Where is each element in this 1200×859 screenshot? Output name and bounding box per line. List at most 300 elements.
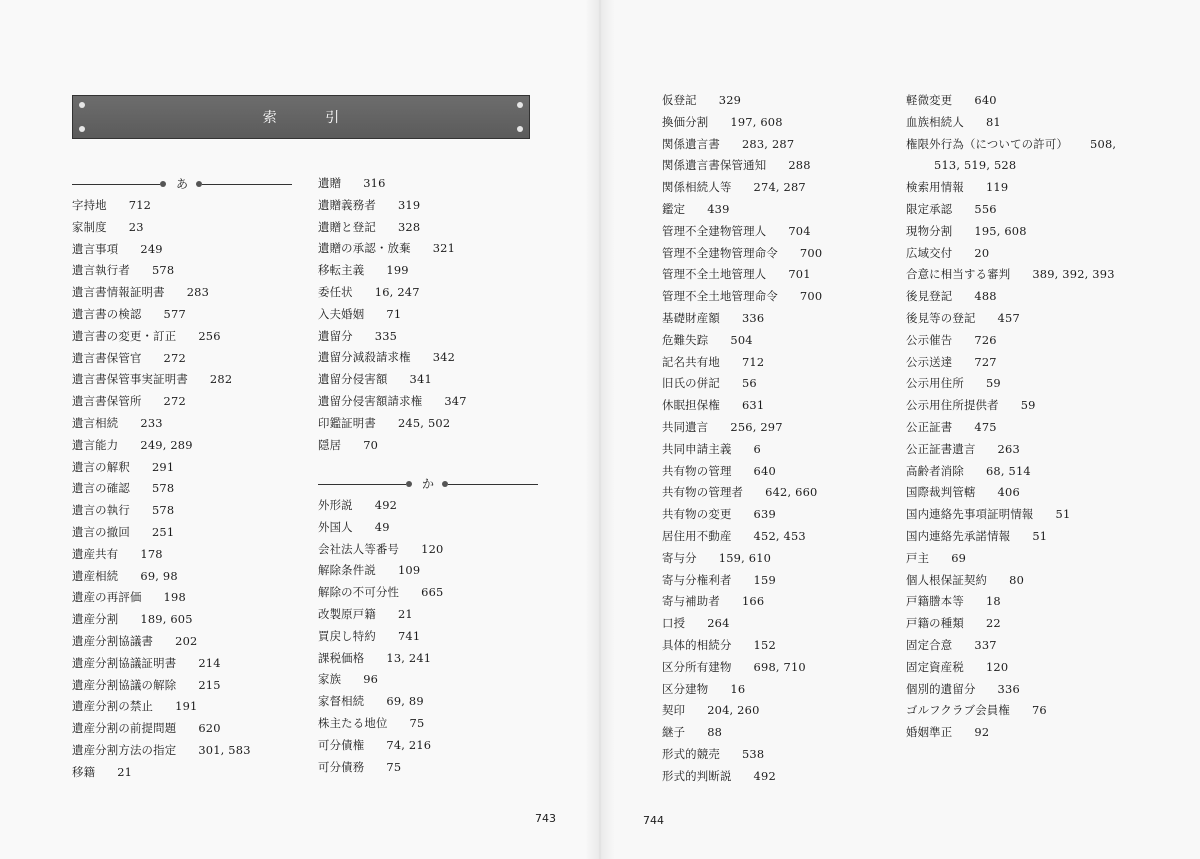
index-page-refs: 68, 514: [985, 463, 1031, 478]
index-page-refs: 620: [198, 721, 221, 736]
index-page-refs: 69, 89: [386, 694, 424, 709]
index-page-refs: 214: [198, 655, 221, 670]
index-term: 遺贈の承認・放棄: [318, 241, 411, 256]
index-term: 公正証書: [906, 420, 953, 434]
index-term: 基礎財産額: [662, 311, 720, 325]
index-entry: [906, 93, 997, 107]
index-entry: [906, 289, 997, 303]
index-page-refs: 199: [386, 263, 409, 278]
index-entry: [72, 416, 163, 430]
index-entry: [318, 760, 401, 774]
index-term: 換価分割: [662, 114, 709, 129]
index-page-refs: 475: [974, 420, 997, 434]
index-term: 関係遺言書保管通知: [662, 158, 767, 173]
index-term: 遺産分割の禁止: [72, 699, 154, 714]
index-page-refs: 159, 610: [718, 550, 772, 565]
index-entry: [72, 372, 232, 386]
index-page-refs: 245, 502: [397, 415, 451, 430]
index-entry: [318, 520, 390, 534]
index-page-refs: 698, 710: [753, 659, 806, 674]
index-term: 共有物の管理: [662, 463, 732, 478]
index-entry: [72, 481, 174, 495]
index-entry: [318, 607, 413, 621]
index-entry: [662, 485, 817, 499]
index-term: 印鑑証明書: [318, 415, 376, 430]
index-page-refs: 16: [730, 681, 746, 696]
index-page-refs: 195, 608: [974, 223, 1027, 238]
index-term: 国内連絡先事項証明情報: [906, 507, 1034, 522]
index-page-refs: 178: [140, 546, 163, 561]
index-page-refs: 283: [186, 285, 210, 300]
index-page-refs: 274, 287: [753, 180, 806, 195]
index-term: 遺産相続: [72, 568, 119, 583]
index-entry: [662, 573, 776, 587]
index-entry: [906, 725, 989, 739]
index-page-refs: 642, 660: [765, 485, 818, 500]
index-page-refs: 59: [985, 376, 1001, 391]
index-page-refs: 640: [974, 93, 997, 107]
index-entry: [72, 547, 163, 561]
index-entry: [72, 721, 221, 735]
index-page-refs: 272: [163, 394, 186, 409]
index-page-refs: 70: [363, 437, 379, 452]
index-entry: [662, 529, 806, 543]
index-page-refs: 96: [363, 672, 379, 687]
index-page-refs: 504: [730, 332, 753, 347]
index-term: 共同遺言: [662, 420, 709, 434]
index-page-refs: 51: [1055, 507, 1071, 522]
index-term: 遺言書情報証明書: [72, 285, 165, 300]
index-term: 広域交付: [906, 245, 953, 260]
index-page-refs: 23: [128, 219, 144, 234]
section-bullet-icon: [160, 181, 166, 187]
index-term: 遺言執行者: [72, 263, 130, 278]
index-term: 字持地: [72, 198, 107, 212]
index-page-refs: 249, 289: [140, 437, 193, 452]
index-page-refs: 508,: [1090, 136, 1117, 151]
index-term: 解除の不可分性: [318, 585, 400, 600]
index-term: 遺産分割の前提問題: [72, 721, 177, 736]
index-page-refs: 347: [444, 394, 467, 408]
index-entry: [72, 699, 197, 713]
index-page-refs: 120: [421, 541, 444, 556]
index-term: 公示送達: [906, 354, 953, 369]
index-entry: [318, 394, 467, 408]
index-term: 委任状: [318, 285, 353, 299]
index-entry: [318, 672, 378, 686]
index-page-refs: 578: [151, 503, 175, 518]
index-entry: [906, 158, 1016, 172]
index-entry: [72, 656, 221, 670]
index-page-refs: 197, 608: [730, 114, 783, 129]
index-entry: [662, 333, 753, 347]
index-page-refs: 191: [175, 699, 198, 714]
index-entry: [662, 420, 783, 434]
index-page-refs: 75: [409, 716, 425, 730]
index-term: 記名共有地: [662, 354, 720, 369]
index-term: 公示用住所: [906, 376, 964, 391]
section-rule: [448, 484, 538, 485]
index-entry: [72, 634, 197, 648]
index-page-refs: 22: [985, 616, 1001, 631]
index-entry: [318, 498, 397, 512]
index-term: 遺留分侵害額請求権: [318, 394, 423, 408]
index-page-refs: 74, 216: [386, 737, 432, 752]
index-entry: [662, 682, 745, 696]
index-term: 関係遺言書: [662, 136, 720, 151]
index-entry: [662, 289, 822, 303]
index-entry: [662, 747, 764, 761]
index-entry: [72, 743, 251, 757]
index-page-refs: 18: [985, 594, 1001, 609]
index-term: 遺産分割協議書: [72, 634, 154, 648]
index-page-refs: 120: [985, 659, 1009, 674]
index-term: 区分所有建物: [662, 659, 732, 674]
index-page-refs: 337: [974, 638, 997, 652]
index-page-refs: 288: [788, 158, 811, 173]
index-entry: [906, 376, 1001, 390]
index-term: 遺言の解釈: [72, 459, 130, 474]
section-head-a: [72, 177, 292, 191]
index-entry: [662, 93, 741, 107]
index-term: 遺言の確認: [72, 481, 130, 496]
index-entry: [72, 590, 186, 604]
index-term: 買戻し特約: [318, 628, 376, 643]
index-entry: [906, 311, 1020, 325]
index-entry: [662, 507, 776, 521]
index-entry: [662, 398, 764, 412]
index-term: 入夫婚姻: [318, 306, 365, 321]
index-page-refs: 21: [117, 764, 133, 779]
index-term: 公示催告: [906, 332, 953, 347]
index-entry: [662, 115, 783, 129]
index-term: 軽微変更: [906, 93, 953, 107]
index-page-refs: 251: [151, 525, 175, 539]
index-term: 管理不全土地管理人: [662, 267, 767, 282]
index-term: 可分債務: [318, 759, 365, 774]
index-term: 遺留分侵害額: [318, 372, 388, 387]
index-page-refs: 640: [753, 463, 776, 478]
index-page-refs: 439: [707, 202, 730, 216]
index-entry: [662, 594, 764, 608]
section-rule: [318, 484, 406, 485]
index-term: 遺言事項: [72, 241, 119, 256]
index-entry: [318, 716, 424, 730]
index-page-refs: 21: [397, 607, 413, 621]
index-entry: [906, 638, 997, 652]
index-entry: [318, 307, 401, 321]
index-entry: [318, 629, 420, 643]
index-entry: [318, 585, 443, 599]
index-page-refs: 56: [741, 376, 757, 391]
index-page-refs: 492: [374, 498, 398, 512]
index-term: 関係相続人等: [662, 180, 732, 195]
index-term: 移籍: [72, 764, 96, 779]
index-entry: [662, 158, 811, 172]
index-term: 株主たる地位: [318, 716, 388, 730]
index-page-refs: 71: [386, 306, 402, 321]
index-entry: [662, 376, 757, 390]
index-page-refs: 13, 241: [386, 650, 432, 665]
index-entry: [906, 464, 1031, 478]
index-entry: [906, 616, 1001, 630]
index-term: 現物分割: [906, 223, 953, 238]
index-page-refs: 204, 260: [707, 703, 760, 718]
index-term: 寄与分権利者: [662, 572, 732, 587]
index-term: 会社法人等番号: [318, 541, 400, 556]
index-term: 寄与分: [662, 550, 697, 565]
index-page-refs: 665: [421, 585, 444, 600]
index-entry: [318, 285, 420, 299]
index-term: 個人根保証契約: [906, 572, 988, 587]
index-entry: [318, 176, 386, 190]
index-entry: [318, 350, 455, 364]
index-page-refs: 577: [163, 307, 186, 321]
index-page-refs: 88: [707, 725, 723, 740]
index-term: 外国人: [318, 519, 353, 534]
index-entry: [72, 678, 221, 692]
index-entry: [906, 267, 1115, 281]
section-kana: か: [422, 477, 435, 491]
index-entry: [318, 329, 397, 343]
index-page-refs: 202: [175, 634, 198, 648]
index-term: 具体的相続分: [662, 638, 732, 652]
page-number-left: 743: [535, 812, 556, 825]
index-entry: [906, 507, 1070, 521]
index-term: 高齢者消除: [906, 463, 964, 478]
index-page-refs: 578: [151, 481, 175, 496]
index-page-refs: 16, 247: [374, 285, 420, 299]
index-page-refs: 6: [753, 441, 761, 456]
section-kana: あ: [176, 177, 189, 191]
index-entry: [72, 569, 178, 583]
index-entry: [72, 503, 174, 517]
index-entry: [906, 703, 1047, 717]
index-page-refs: 631: [741, 398, 765, 413]
index-term: 戸主: [906, 550, 930, 565]
index-page-refs: 283, 287: [741, 136, 795, 151]
index-term: 管理不全建物管理命令: [662, 245, 778, 260]
index-term: 遺産分割協議証明書: [72, 655, 177, 670]
index-entry: [72, 285, 209, 299]
index-entry: [72, 220, 144, 234]
index-term: 遺産分割協議の解除: [72, 677, 177, 692]
index-entry: [906, 529, 1047, 543]
index-term: 後見登記: [906, 289, 953, 304]
index-page-refs: 452, 453: [753, 529, 806, 543]
index-title: 索 引: [262, 110, 362, 126]
index-entry: [662, 551, 771, 565]
index-entry: [72, 394, 186, 408]
index-page-refs: 319: [397, 197, 421, 212]
index-page-refs: 264: [707, 616, 730, 631]
index-entry: [318, 542, 443, 556]
index-term: 遺言相続: [72, 416, 119, 430]
index-page-refs: 406: [997, 485, 1020, 500]
index-term: 血族相続人: [906, 114, 964, 129]
index-page-refs: 578: [151, 263, 175, 278]
index-entry: [662, 616, 730, 630]
index-page-refs: 81: [985, 114, 1001, 129]
index-term: 継子: [662, 725, 686, 740]
index-title-banner: [72, 95, 530, 139]
index-entry: [318, 198, 420, 212]
index-entry: [906, 398, 1036, 412]
index-term: 管理不全建物管理人: [662, 223, 767, 238]
index-term: 居住用不動産: [662, 529, 732, 543]
index-page-refs: 457: [997, 311, 1020, 325]
index-page-refs: 700: [799, 289, 823, 304]
index-page-refs: 69: [951, 550, 967, 565]
index-page-refs: 336: [997, 681, 1020, 696]
index-entry: [906, 137, 1116, 151]
index-term: 遺産分割方法の指定: [72, 743, 177, 757]
index-entry: [318, 416, 450, 430]
index-term: ゴルフクラブ会員権: [906, 703, 1010, 718]
index-page-refs: 272: [163, 350, 186, 365]
index-page-refs: 316: [363, 176, 386, 190]
index-term: 遺言の撤回: [72, 525, 130, 539]
index-entry: [906, 355, 997, 369]
index-entry: [72, 329, 221, 343]
index-entry: [72, 612, 193, 626]
index-term: 解除条件説: [318, 563, 376, 578]
index-entry: [72, 438, 193, 452]
index-page-refs: 249: [140, 241, 163, 256]
index-term: 遺言書の検認: [72, 307, 142, 321]
index-entry: [318, 241, 455, 255]
index-entry: [318, 738, 431, 752]
index-page-refs: 75: [386, 759, 402, 774]
index-term: 共有物の変更: [662, 507, 732, 522]
index-entry: [72, 351, 186, 365]
index-term: 遺産共有: [72, 546, 119, 561]
index-entry: [72, 198, 151, 212]
index-term: 公正証書遺言: [906, 441, 976, 456]
index-entry: [72, 525, 174, 539]
index-term: 遺留分減殺請求権: [318, 350, 411, 365]
index-term: 遺言の執行: [72, 503, 130, 518]
section-bullet-icon: [406, 481, 412, 487]
index-page-refs: 556: [974, 202, 997, 216]
index-page-refs: 321: [432, 241, 456, 256]
index-entry: [906, 573, 1024, 587]
index-entry: [662, 180, 806, 194]
index-entry: [906, 202, 997, 216]
index-term: 国際裁判管轄: [906, 485, 976, 500]
section-rule: [202, 184, 292, 185]
index-page-refs: 700: [799, 245, 823, 260]
index-page-refs: 328: [397, 219, 421, 234]
index-entry: [662, 442, 761, 456]
index-entry: [906, 180, 1008, 194]
index-entry: [906, 420, 997, 434]
index-page-refs: 263: [997, 441, 1020, 456]
index-entry: [662, 267, 811, 281]
index-page-refs: 282: [209, 372, 233, 387]
index-page-refs: 119: [985, 180, 1009, 195]
index-entry: [906, 682, 1020, 696]
index-term: 戸籍の種類: [906, 616, 964, 631]
index-term: 危難失踪: [662, 332, 709, 347]
index-entry: [906, 485, 1020, 499]
index-term: 限定承認: [906, 202, 953, 216]
index-entry: [72, 765, 132, 779]
index-term: 検索用情報: [906, 180, 964, 195]
index-entry: [72, 460, 174, 474]
index-term: 固定合意: [906, 638, 953, 652]
index-term: 区分建物: [662, 681, 709, 696]
index-entry: [72, 263, 174, 277]
index-page-refs: 215: [198, 677, 221, 692]
index-term: 外形説: [318, 498, 353, 512]
index-page-refs: 727: [974, 354, 997, 369]
index-term: 形式的判断説: [662, 768, 732, 783]
index-page-refs: 256, 297: [730, 420, 783, 434]
index-page-refs: 513, 519, 528: [934, 158, 1017, 173]
index-page-refs: 701: [788, 267, 811, 282]
index-entry: [662, 355, 764, 369]
index-term: 管理不全土地管理命令: [662, 289, 778, 304]
index-page-refs: 712: [741, 354, 765, 369]
index-term: 遺贈義務者: [318, 197, 376, 212]
index-page-refs: 335: [374, 328, 398, 343]
index-term: 共有物の管理者: [662, 485, 744, 500]
section-head-ka: [318, 477, 538, 491]
index-term: 遺贈と登記: [318, 219, 376, 234]
index-entry: [72, 307, 186, 321]
index-term: 遺言書の変更・訂正: [72, 328, 177, 343]
page-number-right: 744: [643, 814, 664, 827]
index-page-refs: 639: [753, 507, 776, 522]
index-term: 改製原戸籍: [318, 607, 376, 621]
index-entry: [318, 694, 424, 708]
index-entry: [906, 442, 1020, 456]
index-page-refs: 301, 583: [198, 743, 251, 757]
index-page-refs: 92: [974, 725, 990, 740]
index-page-refs: 166: [741, 594, 765, 609]
index-term: 権限外行為（についての許可）: [906, 136, 1069, 151]
index-page-refs: 726: [974, 332, 997, 347]
index-page-refs: 80: [1009, 572, 1025, 587]
index-page-refs: 291: [151, 459, 175, 474]
index-page-refs: 712: [128, 198, 152, 212]
index-term: 仮登記: [662, 93, 697, 107]
index-page-refs: 233: [140, 416, 163, 430]
index-entry: [662, 660, 806, 674]
index-term: 旧氏の併記: [662, 376, 720, 391]
index-entry: [318, 263, 409, 277]
index-entry: [318, 651, 431, 665]
index-term: 休眠担保権: [662, 398, 720, 413]
index-entry: [906, 224, 1027, 238]
index-page-refs: 704: [788, 223, 811, 238]
index-entry: [662, 202, 730, 216]
index-term: 隠居: [318, 437, 342, 452]
index-term: 遺贈: [318, 176, 342, 190]
index-term: 遺言能力: [72, 437, 119, 452]
index-entry: [662, 311, 764, 325]
index-entry: [662, 464, 776, 478]
index-entry: [906, 660, 1008, 674]
index-term: 家族: [318, 672, 342, 687]
book-spine-shadow: [585, 0, 615, 859]
index-term: 固定資産税: [906, 659, 964, 674]
index-page-refs: 69, 98: [140, 568, 178, 583]
index-entry: [662, 769, 776, 783]
index-term: 遺産分割: [72, 612, 119, 627]
index-page-refs: 159: [753, 572, 776, 587]
